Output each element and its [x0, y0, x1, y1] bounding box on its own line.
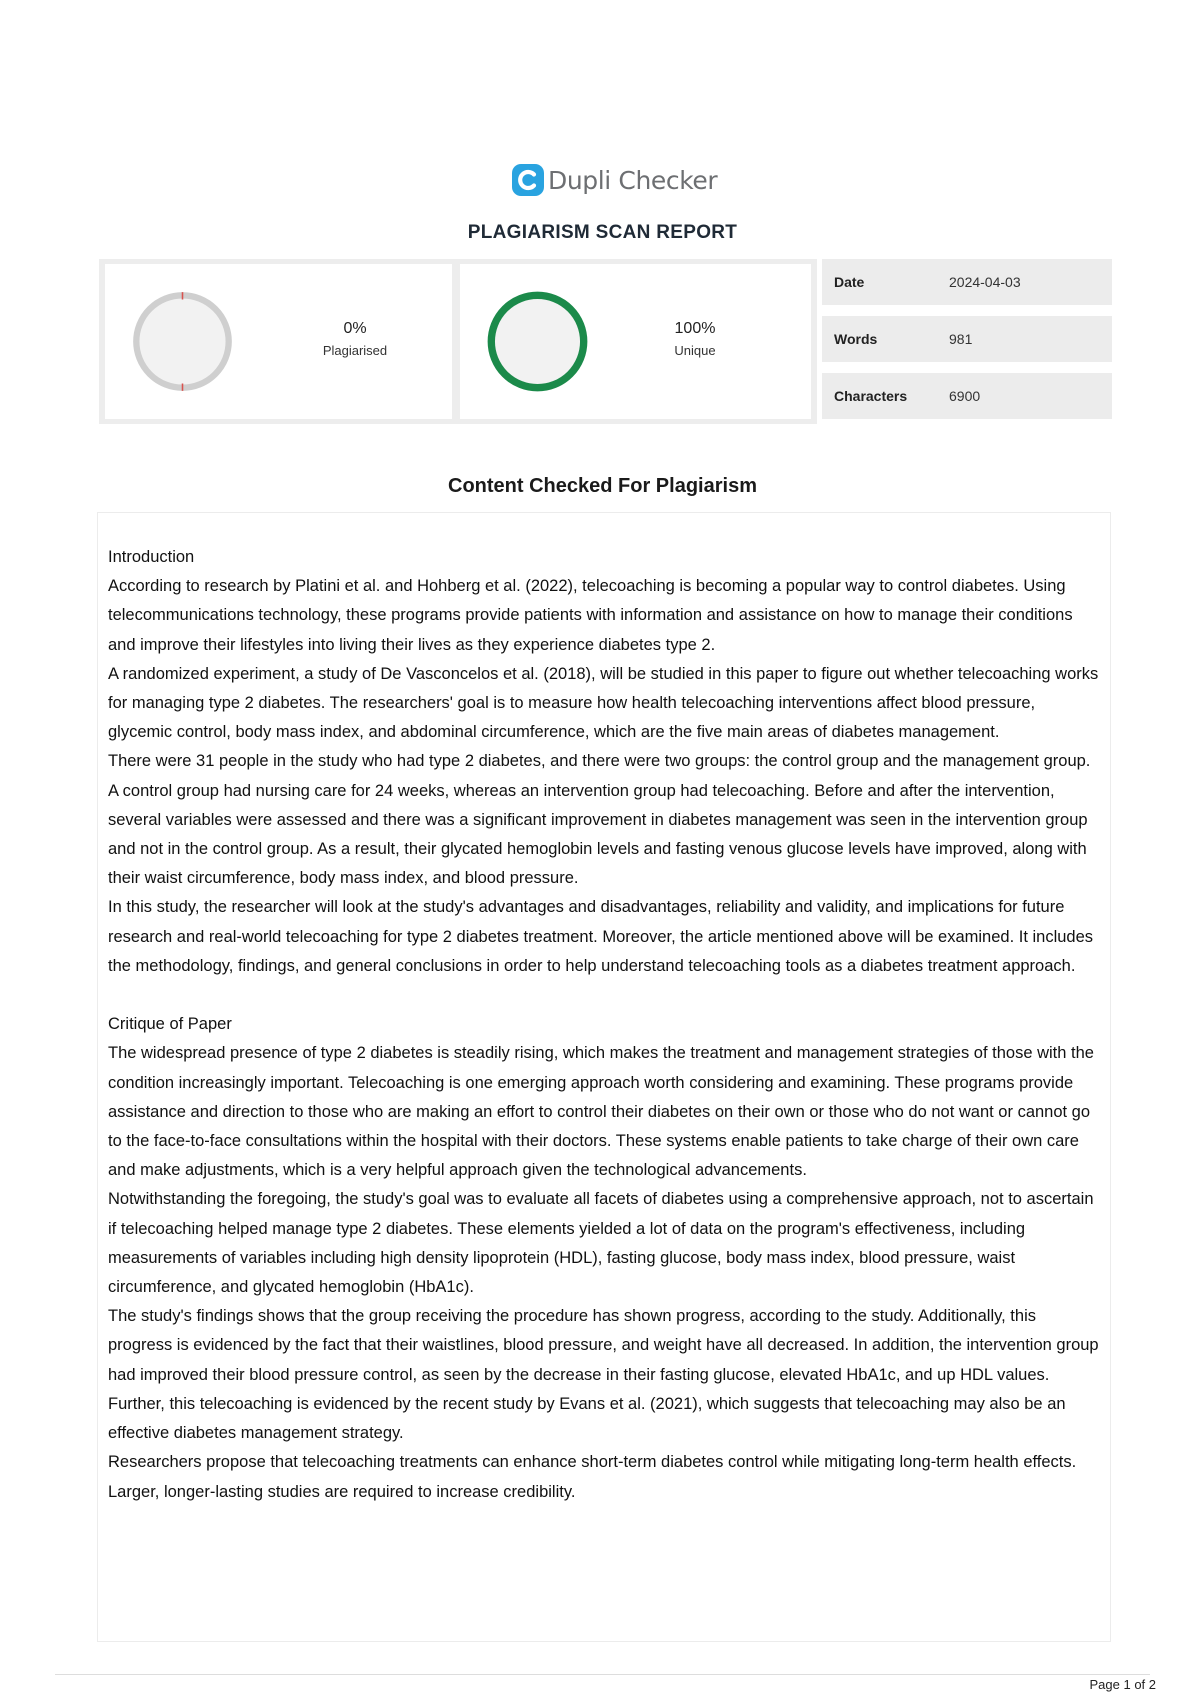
paragraph: The study's findings shows that the group receiving the procedure has shown progress, according to the study. Additionally, this progress is evidenced by the fact that their waistlines, blood pressure, and weight have all decreased. In addition, the intervention group had improved their blood pressure control, as seen by the decrease in their fasting glucose, elevated HbA1c, and up HDL values. Further, this telecoaching is evidenced by the recent study by Evans et al. (2021), which suggests that telecoaching may also be an effective diabetes management strategy. — [108, 1307, 1099, 1443]
logo-text: Dupli Checker — [548, 165, 718, 195]
meta-value: 981 — [949, 331, 973, 347]
content-title: Content Checked For Plagiarism — [448, 475, 757, 497]
meta-row-date — [822, 259, 1112, 305]
paragraph: There were 31 people in the study who had type 2 diabetes, and there were two groups: the control group and the management group. A control group had nursing care for 24 weeks, whereas an intervention group had telecoaching. Before and after the intervention, several variables were assessed and there was a significant improvement in diabetes management was seen in the intervention group and not in the control group. As a result, their glycated hemoglobin levels and fasting venous glucose levels have improved, along with their waist circumference, body mass index, and blood pressure. — [108, 752, 1091, 888]
unique-label: Unique — [674, 343, 716, 358]
paragraph: Notwithstanding the foregoing, the study's goal was to evaluate all facets of diabetes using a comprehensive approach, not to ascertain if telecoaching helped manage type 2 diabetes. These elements yielded a lot of data on the program's effectiveness, including measurements of variables including high density lipoprotein (HDL), fasting glucose, body mass index, blood pressure, waist circumference, and glycated hemoglobin (HbA1c). — [108, 1190, 1094, 1297]
unique-ring — [485, 289, 590, 394]
unique-value: 100% — [674, 320, 716, 337]
meta-key: Date — [834, 274, 865, 290]
duplichecker-logo-icon — [510, 162, 546, 198]
duplichecker-logo — [510, 160, 717, 200]
meta-row-characters — [822, 373, 1112, 419]
plagiarised-panel — [105, 264, 452, 419]
section-heading: Introduction — [108, 548, 195, 566]
report-title: PLAGIARISM SCAN REPORT — [467, 222, 738, 243]
meta-value: 6900 — [949, 388, 981, 404]
paragraph: According to research by Platini et al. and Hohberg et al. (2022), telecoaching is becoming a popular way to control diabetes. Using telecommunications technology, these programs provide patients with information and assistance on how to manage their conditions and improve their lifestyles into living their lives as they experience diabetes type 2. — [108, 577, 1073, 654]
unique-stat — [645, 320, 745, 358]
footer-divider — [55, 1674, 1150, 1675]
checked-content — [97, 512, 1111, 1642]
paragraph: The widespread presence of type 2 diabetes is steadily rising, which makes the treatment and management strategies of those with the condition increasingly important. Telecoaching is one emerging approach worth considering and examining. These programs provide assistance and direction to those who are making an effort to control their diabetes on their own or those who do not want or cannot go to the face-to-face consultations within the hospital with their doctors. These systems enable patients to take charge of their own care and make adjustments, which is a very helpful approach given the technological advancements. — [108, 1044, 1094, 1180]
meta-row-words — [822, 316, 1112, 362]
plagiarised-ring — [130, 289, 235, 394]
paragraph: A randomized experiment, a study of De Vasconcelos et al. (2018), will be studied in this paper to figure out whether telecoaching works for managing type 2 diabetes. The researchers' goal is to measure how health telecoaching interventions affect blood pressure, glycemic control, body mass index, and abdominal circumference, which are the five main areas of diabetes management. — [108, 664, 1099, 742]
meta-key: Characters — [834, 388, 908, 404]
plagiarised-label: Plagiarised — [322, 343, 388, 358]
plagiarised-stat — [305, 320, 405, 358]
content-text — [108, 543, 1103, 1507]
meta-value: 2024-04-03 — [949, 274, 1021, 290]
paragraph: Researchers propose that telecoaching treatments can enhance short-term diabetes control while mitigating long-term health effects. Larger, longer-lasting studies are required to increase credibility. — [108, 1453, 1077, 1501]
plagiarised-value: 0% — [343, 320, 367, 337]
blank-line — [108, 981, 1103, 1010]
meta-key: Words — [834, 331, 878, 347]
section-heading: Critique of Paper — [108, 1015, 232, 1034]
paragraph: In this study, the researcher will look at the study's advantages and disadvantages, reliability and validity, and implications for future research and real-world telecoaching for type 2 diabetes treatment. Moreover, the article mentioned above will be examined. It includes the methodology, findings, and general conclusions in order to help understand telecoaching tools as a diabetes treatment approach. — [108, 898, 1094, 975]
unique-panel — [460, 264, 811, 419]
stats-summary — [99, 259, 817, 424]
page-number: Page 1 of 2 — [1089, 1677, 1156, 1692]
